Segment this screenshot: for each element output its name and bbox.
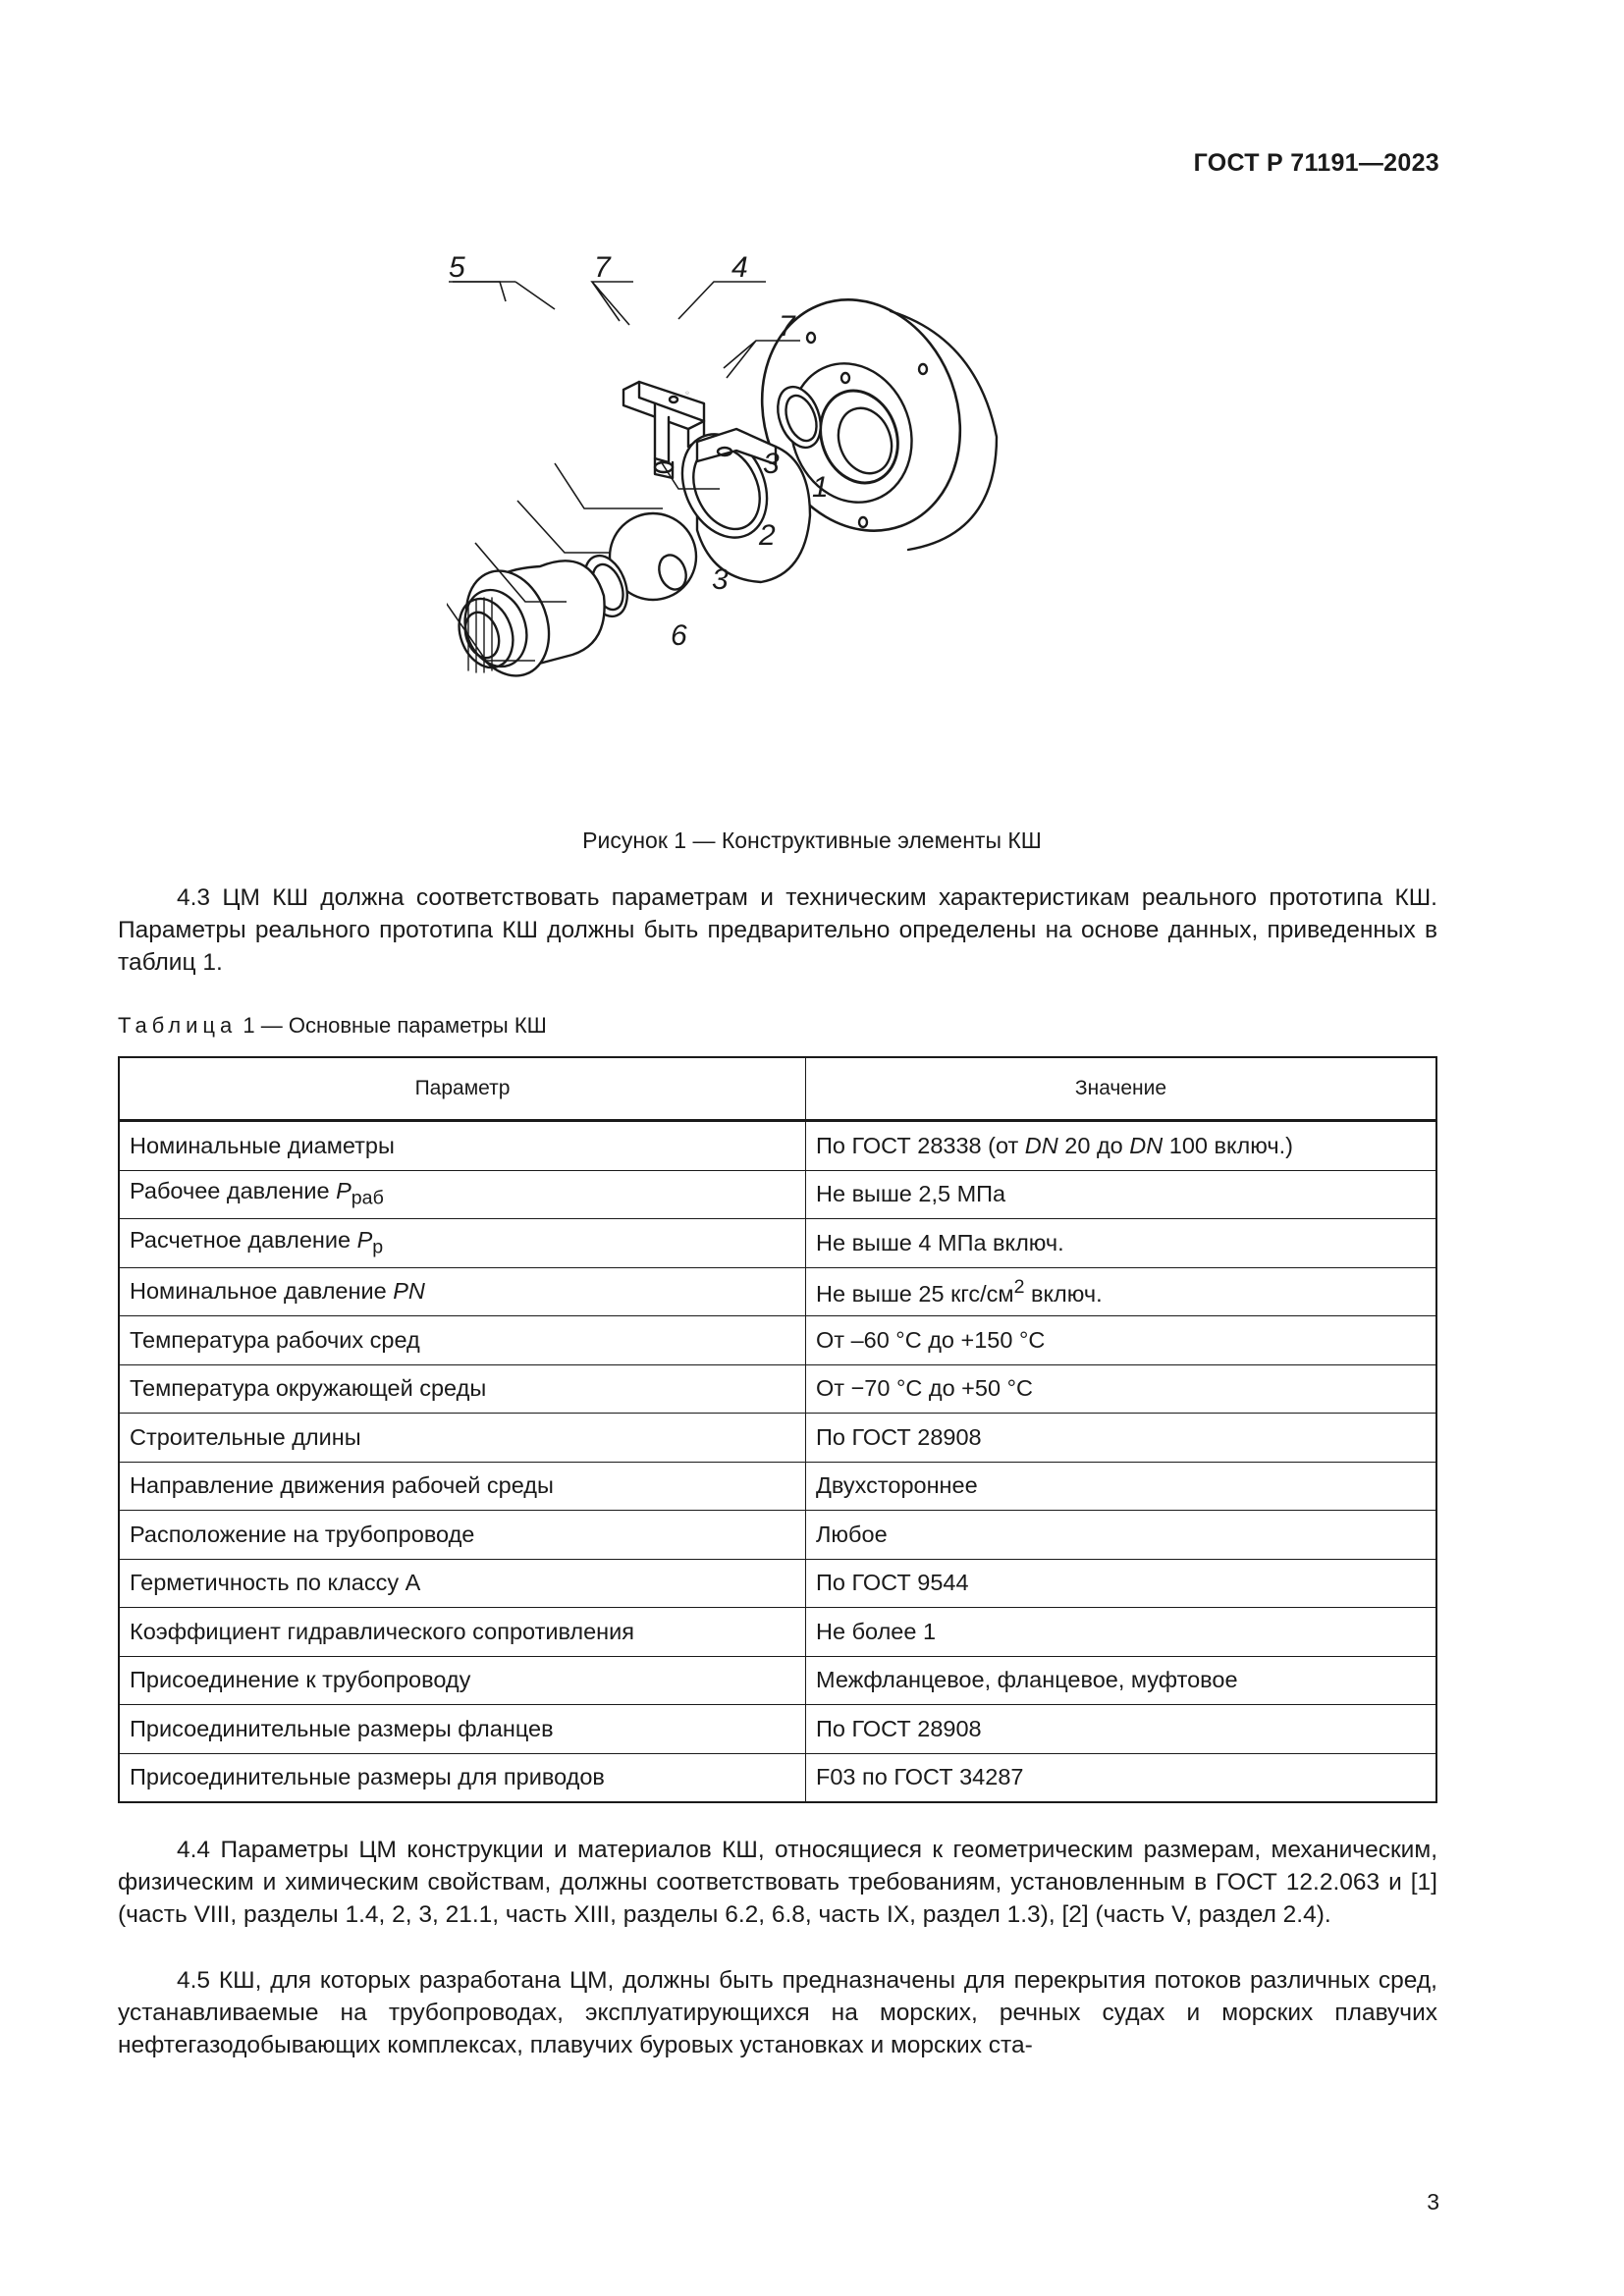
value-cell: От −70 °C до +50 °C xyxy=(806,1364,1437,1414)
table-row xyxy=(119,1462,1436,1511)
parameter-cell: Расчетное давление $P_р$ xyxy=(119,1219,806,1268)
table-row xyxy=(119,1705,1436,1754)
table-row xyxy=(119,1559,1436,1608)
parameter-cell: Направление движения рабочей среды xyxy=(119,1462,806,1511)
table-row xyxy=(119,1316,1436,1365)
ball-valve-drawing xyxy=(447,250,1154,810)
parameter-cell: Присоединение к трубопроводу xyxy=(119,1656,806,1705)
table-row xyxy=(119,1170,1436,1219)
parameter-cell: Коэффициент гидравлического сопротивления xyxy=(119,1608,806,1657)
callout-7: 7 xyxy=(594,251,611,284)
value-cell: F03 по ГОСТ 34287 xyxy=(806,1753,1437,1802)
value-cell: Любое xyxy=(806,1511,1437,1560)
value-cell: По ГОСТ 9544 xyxy=(806,1559,1437,1608)
column-header-parameter: Параметр xyxy=(119,1057,806,1121)
value-cell: От –60 °C до +150 °C xyxy=(806,1316,1437,1365)
parameter-cell: Рабочее давление $P_{раб}$ xyxy=(119,1170,806,1219)
table-header-row xyxy=(119,1057,1436,1121)
callout-1: 1 xyxy=(812,471,829,504)
figure-caption: Рисунок 1 — Конструктивные элементы КШ xyxy=(582,828,1042,853)
parameter-cell: Присоединительные размеры фланцев xyxy=(119,1705,806,1754)
section-4-5-text: КШ, для которых разработана ЦМ, должны быть предназначены для перекрытия потоков различных сред, устанавливаемые на трубопроводах, эксплуатирующихся на морских, речных судах и морских плавучих нефтегазодобывающих комплексах, плавучих буровых установках и морских ста- xyxy=(118,1967,1437,2058)
value-cell: По ГОСТ 28908 xyxy=(806,1414,1437,1463)
value-cell: Не выше 2,5 МПа xyxy=(806,1170,1437,1219)
parameter-cell: Номинальное давление PN xyxy=(119,1267,806,1316)
column-header-value: Значение xyxy=(806,1057,1437,1121)
callout-5: 5 xyxy=(449,251,465,284)
table-row xyxy=(119,1511,1436,1560)
parameter-cell: Строительные длины xyxy=(119,1414,806,1463)
table-body xyxy=(119,1121,1436,1803)
callout-7: 7 xyxy=(779,310,795,343)
standard-code: ГОСТ Р 71191—2023 xyxy=(1193,149,1439,177)
parameters-table xyxy=(118,1056,1437,1803)
value-cell: Не выше 25 кгс/$см^2$ включ. xyxy=(806,1267,1437,1316)
value-cell: Не выше 4 МПа включ. xyxy=(806,1219,1437,1268)
parameter-cell: Герметичность по классу А xyxy=(119,1559,806,1608)
table-row xyxy=(119,1753,1436,1802)
table-row xyxy=(119,1121,1436,1171)
table-caption-title: 1 — Основные параметры КШ xyxy=(237,1013,547,1038)
end-fitting-part xyxy=(450,560,604,688)
table-row xyxy=(119,1414,1436,1463)
section-4-4-number: 4.4 xyxy=(177,1837,211,1863)
table-caption xyxy=(118,1013,547,1039)
table-row xyxy=(119,1656,1436,1705)
callout-2: 2 xyxy=(759,519,776,552)
section-4-3-number: 4.3 xyxy=(177,884,211,911)
page-number: 3 xyxy=(1427,2189,1439,2215)
value-cell: Межфланцевое, фланцевое, муфтовое xyxy=(806,1656,1437,1705)
parameter-cell: Температура рабочих сред xyxy=(119,1316,806,1365)
section-4-5-number: 4.5 xyxy=(177,1967,211,1994)
value-cell: Двухстороннее xyxy=(806,1462,1437,1511)
value-cell: Не более 1 xyxy=(806,1608,1437,1657)
section-4-4-text: Параметры ЦМ конструкции и материалов КШ, относящиеся к геометрическим размерам, механическим, физическим и химическим свойствам, должны соответствовать требованиям, установленным в ГОСТ 12.2.063 и [1] (часть VIII, разделы 1.4, 2, 3, 21.1, часть XIII, разделы 6.2, 6.8, часть IX, раздел 1.3), [2] (часть V, раздел 2.4). xyxy=(118,1837,1437,1928)
callout-4: 4 xyxy=(731,251,748,284)
value-cell: По ГОСТ 28338 (от DN 20 до DN 100 включ.) xyxy=(806,1121,1437,1171)
callout-6: 6 xyxy=(671,619,687,652)
table-caption-label: Таблица xyxy=(118,1013,238,1038)
figure-ball-valve-exploded xyxy=(447,250,1154,810)
table-row xyxy=(119,1219,1436,1268)
table-row xyxy=(119,1267,1436,1316)
value-cell: По ГОСТ 28908 xyxy=(806,1705,1437,1754)
section-4-4 xyxy=(118,1834,1437,1931)
section-4-3 xyxy=(118,881,1437,979)
table-row xyxy=(119,1608,1436,1657)
parameter-cell: Присоединительные размеры для приводов xyxy=(119,1753,806,1802)
table-row xyxy=(119,1364,1436,1414)
parameter-cell: Номинальные диаметры xyxy=(119,1121,806,1171)
section-4-5 xyxy=(118,1964,1437,2061)
parameter-cell: Расположение на трубопроводе xyxy=(119,1511,806,1560)
parameter-cell: Температура окружающей среды xyxy=(119,1364,806,1414)
callout-3: 3 xyxy=(712,563,729,596)
callout-3: 3 xyxy=(763,448,780,480)
section-4-3-text: ЦМ КШ должна соответствовать параметрам и техническим характеристикам реального прототипа КШ. Параметры реального прототипа КШ должны быть предварительно определены на основе данных, приведенных в таблиц 1. xyxy=(118,884,1437,976)
